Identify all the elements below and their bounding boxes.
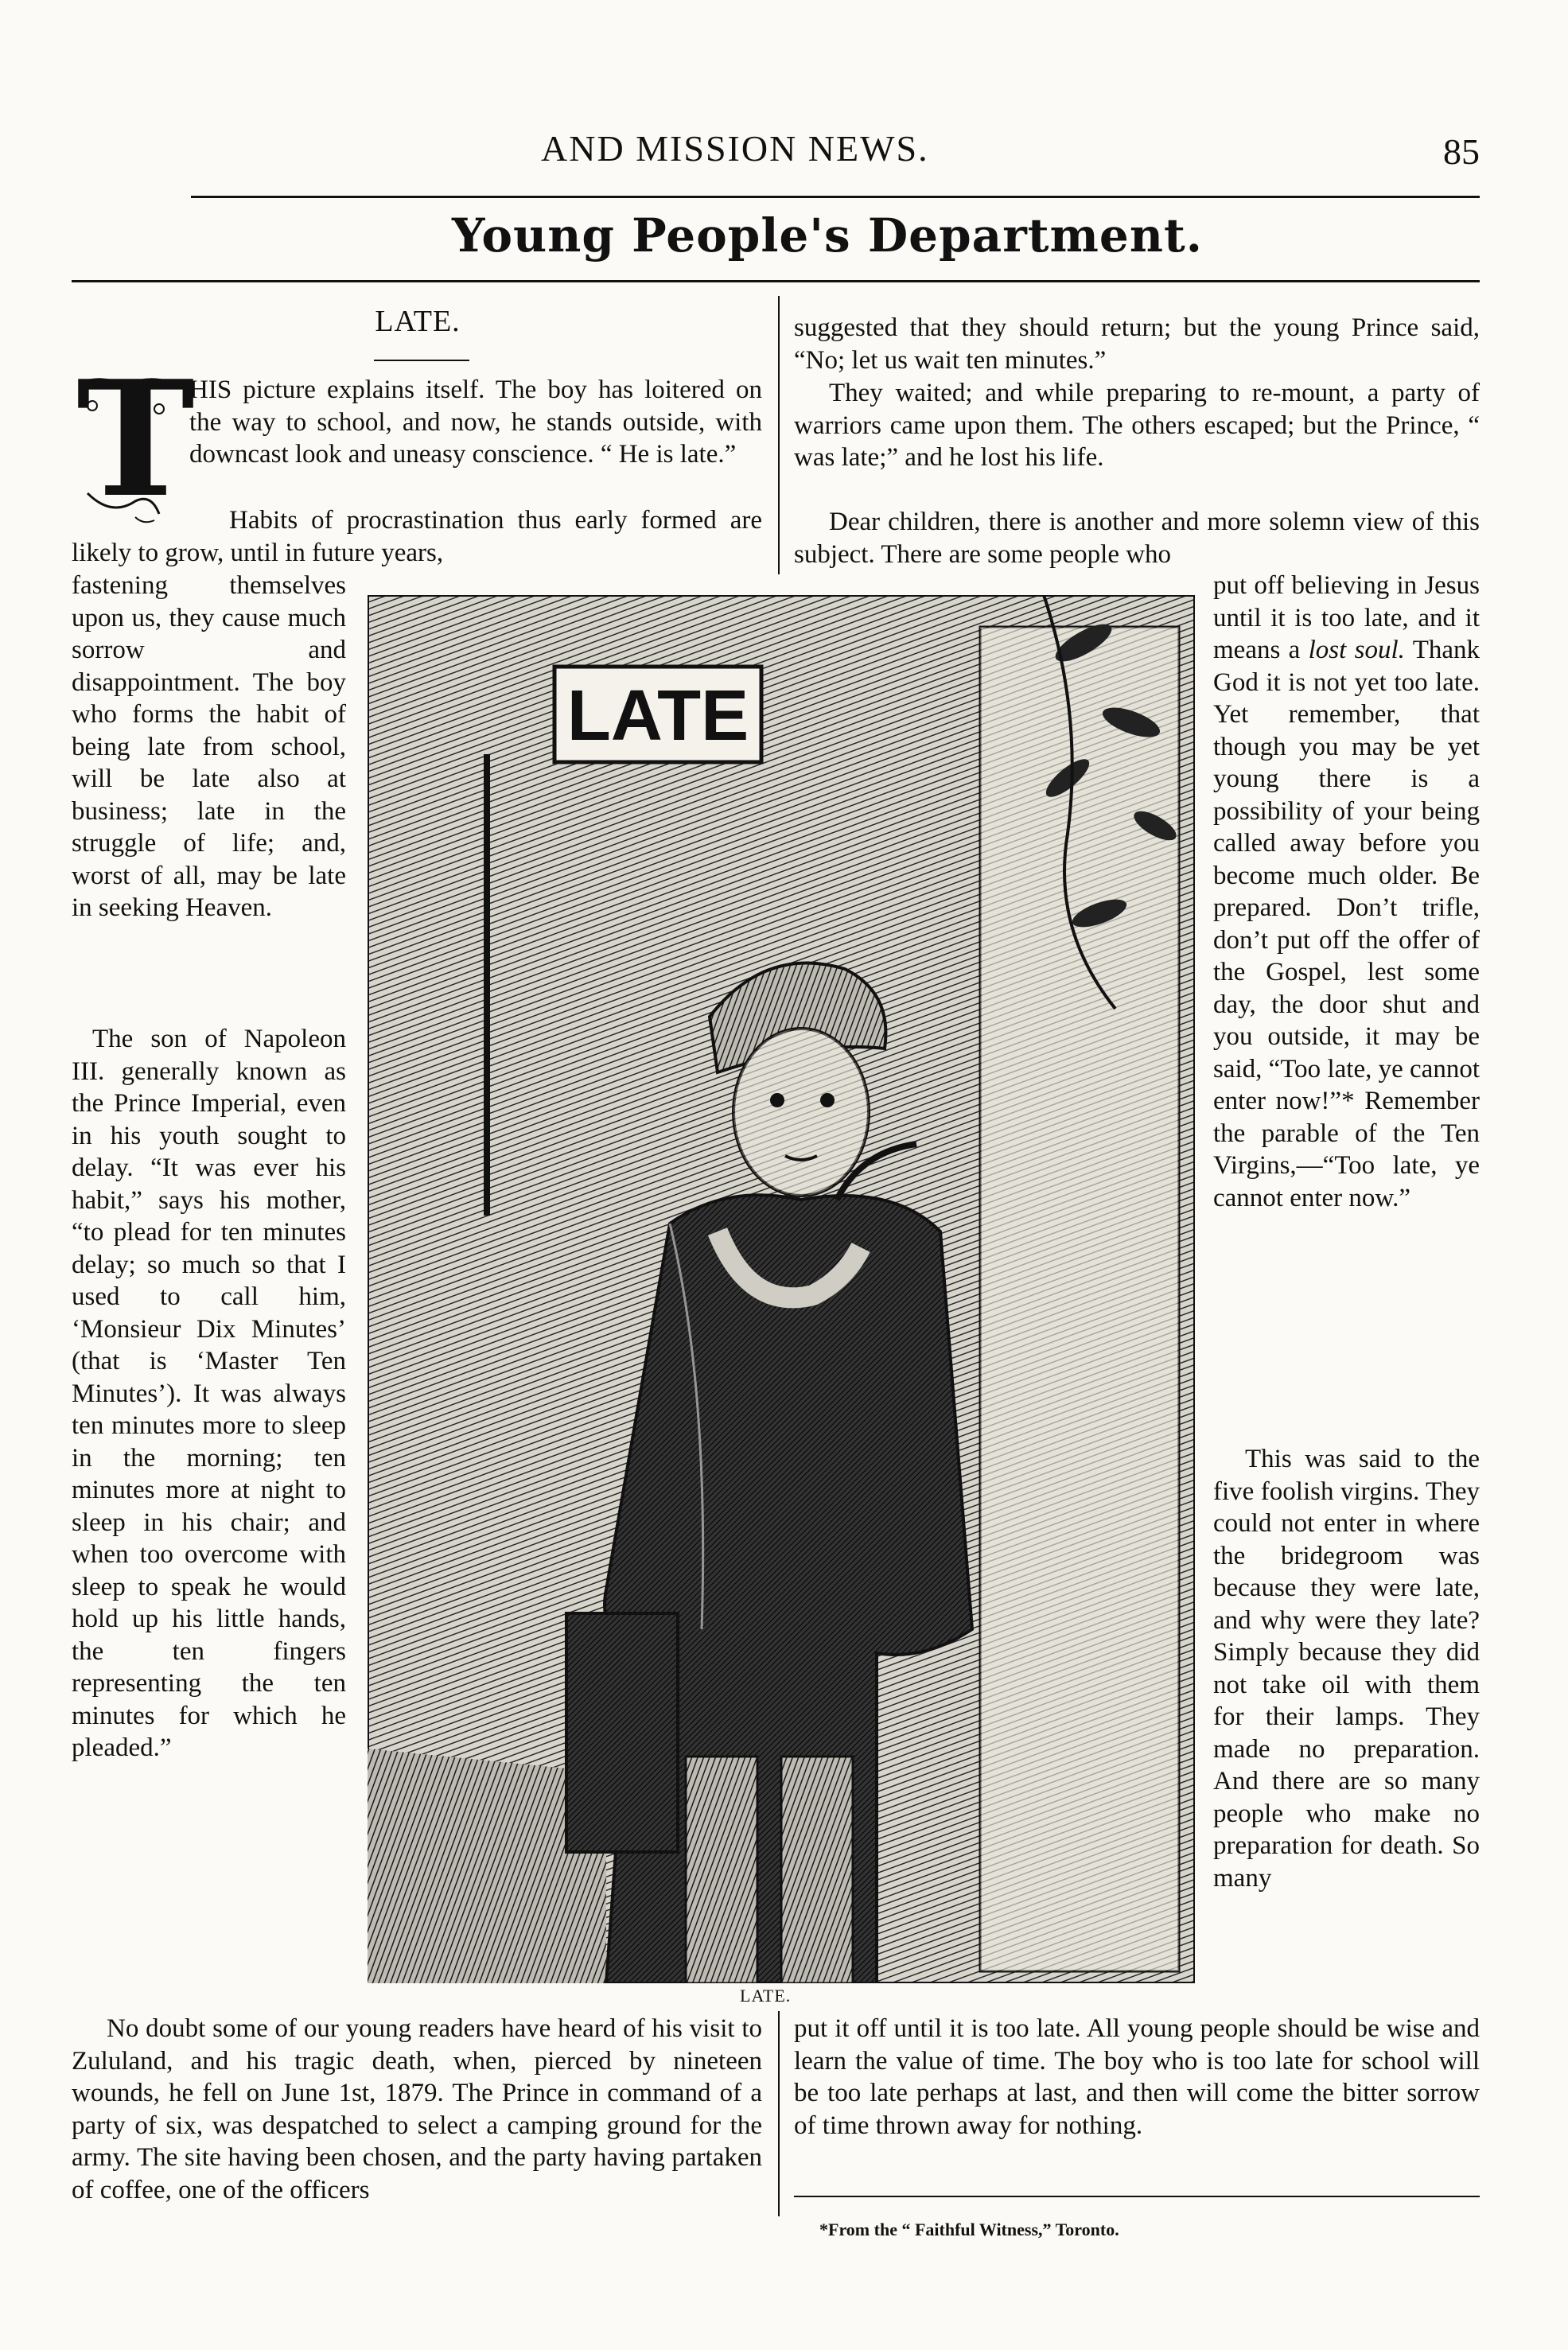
sign-text: LATE — [566, 676, 749, 756]
footnote: *From the “ Faithful Witness,” Toronto. — [819, 2220, 1119, 2239]
column-2-continuation-text: suggested that they should return; but the young Prince said, “No; let us wait ten minutes.” — [794, 313, 1480, 375]
paragraph-1-text: HIS picture explains itself. The boy has loitered on the way to school, and now, he stands outside, with downcast look and uneasy conscience. “ He is late.” — [189, 375, 762, 469]
paragraph-dear-children-side — [1213, 570, 1480, 1214]
paragraph-2-top — [72, 504, 762, 569]
paragraph-4 — [72, 2013, 762, 2206]
paragraph-1 — [189, 374, 762, 471]
illustration-late-boy — [368, 595, 1195, 1983]
column-separator-top — [778, 296, 780, 574]
column-2-continuation — [794, 312, 1480, 376]
footnote-rule — [794, 2196, 1480, 2197]
paragraph-3-side-text: The son of Napoleon III. generally known as the Prince Imperial, even in his youth sought to delay. “It was ever his habit,” says his mother, “to plead for ten minutes delay; so much so that I used to call him, ‘Monsieur Dix Minutes’ (that is ‘Master Ten Minutes’). It was always ten minutes more to sleep in the morning; ten minutes more at night to sleep in his chair; and when too overcome with sleep to speak he would hold up his little hands, the ten fingers representing the ten minutes for which he pleaded.” — [72, 1025, 346, 1762]
paragraph-dear-children-top — [794, 506, 1480, 570]
paragraph-waited-text: They waited; and while preparing to re-mount, a party of warriors came upon them. The others escaped; but the Prince, “ was late;” and he lost his life. — [794, 379, 1480, 472]
paragraph-4-text: No doubt some of our young readers have heard of his visit to Zululand, and his tragic death, when, pierced by nineteen wounds, he fell on June 1st, 1879. The Prince in command of a party of six, was despatched to select a camping ground for the army. The site having been chosen, and the party having partaken of coffee, one of the officers — [72, 2014, 762, 2204]
paragraph-closing-text: put it off until it is too late. All young people should be wise and learn the value of time. The boy who is too late for school will be too late perhaps at last, and then will come the bitter sorrow of time thrown away for nothing. — [794, 2014, 1480, 2140]
side-text-b: Thank God it is not yet too late. Yet remember, that though you may be yet young there is a possibility of your being called away before you become much older. Be prepared. Don’t trifle, don’t put off the offer of the Gospel, lest some day, the door shut and you outside, it may be said, “Too late, ye cannot enter now!”* Remember the parable of the Ten Virgins,—“Too late, ye cannot enter now.” — [1213, 636, 1480, 1212]
page-header — [191, 127, 1480, 175]
paragraph-2-top-text: Habits of procrastination thus early formed are likely to grow, until in future years, — [72, 506, 762, 567]
column-separator-bottom — [778, 2011, 780, 2216]
department-title: Young People's Department. — [452, 208, 1203, 263]
lost-soul-italic: lost soul. — [1308, 636, 1405, 664]
paragraph-2-side-text: fastening themselves upon us, they cause much sorrow and disappointment. The boy who forms the habit of being late from school, will be late also at business; late in the struggle of life; and, worst of all, may be late in seeking Heaven. — [72, 571, 346, 922]
paragraph-dear-children-top-text: Dear children, there is another and more solemn view of this subject. There are some people who — [794, 508, 1480, 569]
paragraph-foolish-virgins-text: This was said to the five foolish virgins. They could not enter in where the bridegroom was because they were late, and why were they late? Simply because they did not take oil with them for their lamps. They made no preparation. And there are so many people who make no preparation for death. So many — [1213, 1445, 1480, 1893]
side-text-a: put off believing in Jesus until it is too late, and it means a — [1213, 571, 1480, 664]
paragraph-dear-children-side-text — [1213, 570, 1480, 1214]
title-rule — [374, 360, 469, 361]
paragraph-foolish-virgins — [1213, 1443, 1480, 1894]
paragraph-waited — [794, 377, 1480, 474]
department-rule — [72, 280, 1480, 282]
running-title: AND MISSION NEWS. — [541, 128, 929, 169]
drop-cap: T — [76, 346, 195, 533]
illustration-caption: LATE. — [740, 1986, 792, 2006]
paragraph-2-side — [72, 570, 346, 924]
paragraph-3-side — [72, 1023, 346, 1764]
paragraph-closing — [794, 2013, 1480, 2142]
header-rule — [191, 196, 1480, 198]
article-title: LATE. — [375, 305, 461, 338]
page-number: 85 — [1443, 131, 1480, 172]
